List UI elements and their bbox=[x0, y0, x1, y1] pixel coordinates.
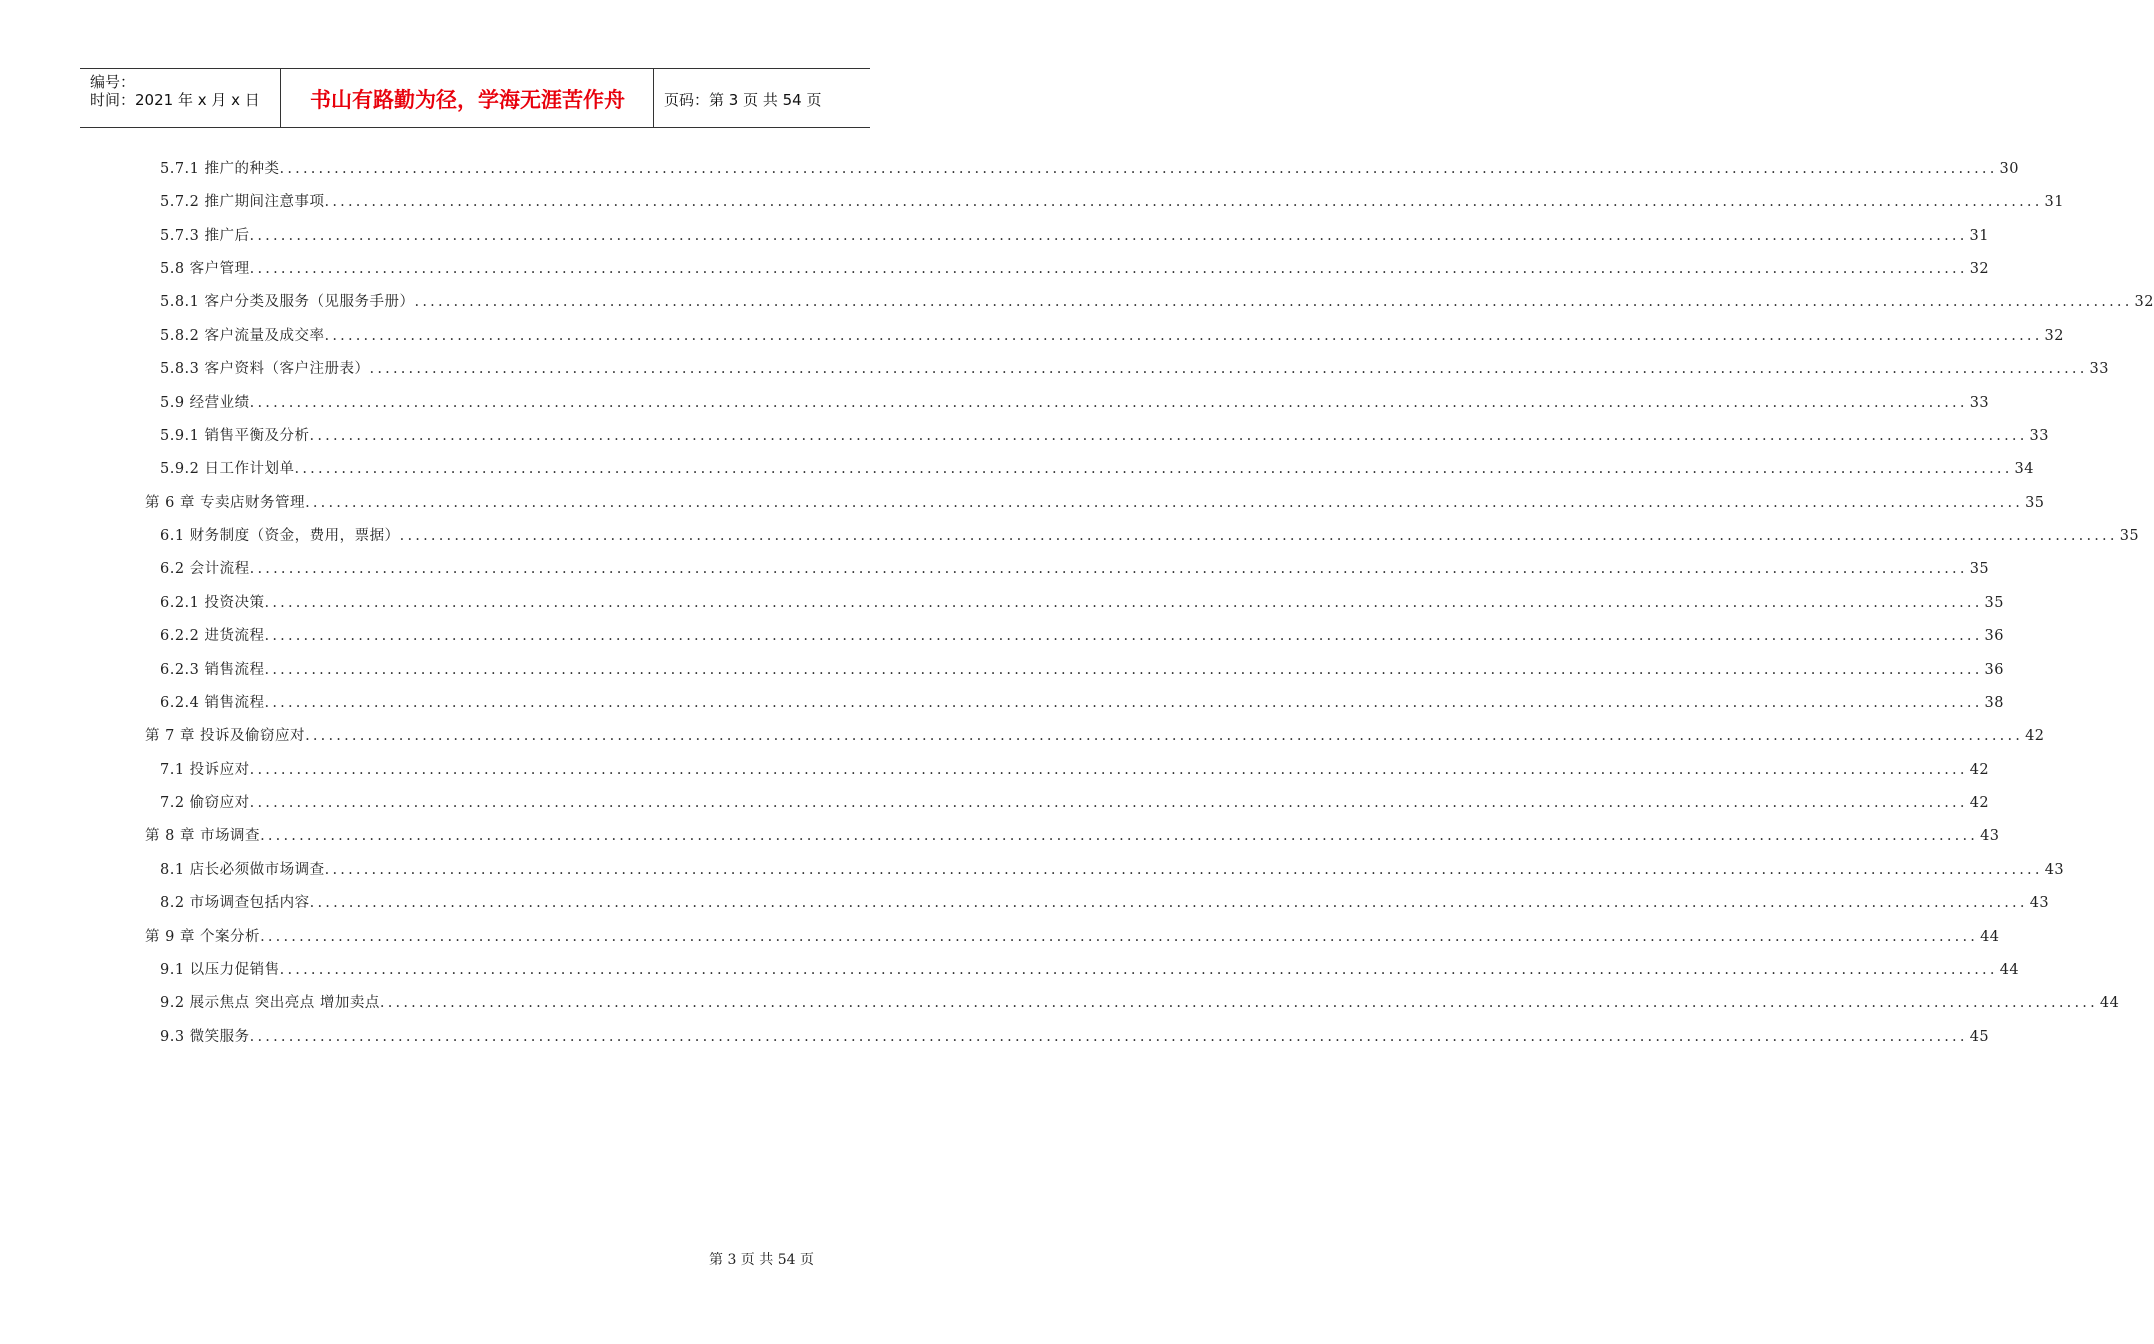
toc-entry bbox=[160, 791, 1990, 813]
toc-entry-title: 6.2.3 销售流程 bbox=[160, 661, 265, 678]
toc-leader-dots: ............................................................................................................................................................................................................................ bbox=[305, 728, 2024, 745]
toc-leader-dots: ............................................................................................................................................................................................................................ bbox=[369, 361, 2088, 378]
toc-leader-dots: ............................................................................................................................................................................................................................ bbox=[249, 261, 1968, 278]
toc-entry-page: 42 bbox=[2025, 728, 2045, 745]
toc-entry-title: 7.2 偷窃应对 bbox=[160, 795, 250, 812]
toc-entry-page: 44 bbox=[2099, 995, 2120, 1012]
toc-entry-page: 31 bbox=[2044, 194, 2064, 211]
toc-entry-page: 33 bbox=[1969, 394, 1990, 411]
toc-entry bbox=[160, 958, 2020, 980]
header-meta-cell bbox=[80, 69, 281, 128]
toc-entry-page: 33 bbox=[2029, 427, 2049, 444]
toc-entry-page: 38 bbox=[1984, 694, 2004, 711]
toc-entry-title: 第 8 章 市场调查 bbox=[145, 828, 261, 845]
toc-leader-dots: ............................................................................................................................................................................................................................ bbox=[249, 227, 1968, 244]
toc-entry bbox=[160, 1025, 1990, 1047]
header-page-cell bbox=[654, 69, 870, 128]
toc-entry bbox=[160, 324, 2064, 346]
toc-leader-dots: ............................................................................................................................................................................................................................ bbox=[264, 594, 1983, 611]
toc-leader-dots: ............................................................................................................................................................................................................................ bbox=[249, 561, 1968, 578]
toc-entry-page: 30 bbox=[1999, 161, 2019, 177]
toc-leader-dots: ............................................................................................................................................................................................................................ bbox=[324, 861, 2043, 878]
toc-entry-page: 34 bbox=[2014, 461, 2034, 478]
toc-entry-page: 36 bbox=[1984, 661, 2004, 678]
toc-entry-title: 8.2 市场调查包括内容 bbox=[160, 895, 310, 912]
toc-entry-page: 44 bbox=[1980, 928, 2000, 945]
toc-entry-page: 35 bbox=[1969, 561, 1990, 578]
toc-entry-title: 5.9.1 销售平衡及分析 bbox=[160, 427, 310, 444]
page-header bbox=[80, 68, 870, 128]
page-footer: 第 3 页 共 54 页 bbox=[709, 1252, 814, 1268]
toc-entry-title: 5.8.1 客户分类及服务（见服务手册） bbox=[160, 294, 415, 311]
toc-entry-title: 5.7.3 推广后 bbox=[160, 227, 250, 244]
toc-leader-dots: ............................................................................................................................................................................................................................ bbox=[249, 795, 1968, 812]
toc-entry bbox=[160, 290, 2154, 312]
toc-entry bbox=[160, 257, 1990, 279]
toc-entry-page: 35 bbox=[1984, 594, 2004, 611]
toc-entry bbox=[145, 824, 2000, 846]
toc-entry bbox=[145, 491, 2045, 513]
toc-entry-page: 44 bbox=[1999, 961, 2020, 978]
toc-entry bbox=[160, 758, 1990, 780]
toc-entry-page: 35 bbox=[2119, 528, 2140, 545]
toc-leader-dots: ............................................................................................................................................................................................................................ bbox=[279, 161, 1998, 177]
toc-leader-dots: ............................................................................................................................................................................................................................ bbox=[309, 895, 2028, 912]
toc-entry-title: 第 7 章 投诉及偷窃应对 bbox=[145, 728, 306, 745]
toc-entry-page: 32 bbox=[1969, 261, 1990, 278]
toc-entry bbox=[160, 891, 2050, 913]
toc-leader-dots: ............................................................................................................................................................................................................................ bbox=[294, 461, 2013, 478]
toc-entry bbox=[160, 524, 2140, 546]
toc-entry-page: 33 bbox=[2089, 361, 2109, 378]
toc-entry bbox=[145, 724, 2045, 746]
toc-entry bbox=[160, 190, 2064, 212]
toc-entry bbox=[160, 858, 2065, 880]
toc-leader-dots: ............................................................................................................................................................................................................................ bbox=[260, 828, 1979, 845]
toc-entry-title: 第 6 章 专卖店财务管理 bbox=[145, 494, 306, 511]
toc-leader-dots: ............................................................................................................................................................................................................................ bbox=[324, 194, 2043, 211]
toc-entry-page: 43 bbox=[2044, 861, 2065, 878]
toc-entry-title: 5.9.2 日工作计划单 bbox=[160, 461, 295, 478]
toc-entry bbox=[160, 624, 2004, 646]
toc-entry bbox=[160, 991, 2120, 1013]
toc-entry bbox=[160, 157, 2019, 179]
toc-entry-title: 6.2.2 进货流程 bbox=[160, 628, 265, 645]
toc-entry-page: 43 bbox=[2029, 895, 2050, 912]
toc-leader-dots: ............................................................................................................................................................................................................................ bbox=[260, 928, 1979, 945]
toc-entry-title: 7.1 投诉应对 bbox=[160, 761, 250, 778]
header-motto: 书山有路勤为径，学海无涯苦作舟 bbox=[310, 88, 625, 112]
toc-entry bbox=[160, 691, 2004, 713]
header-motto-cell bbox=[281, 69, 654, 128]
toc-entry-title: 9.1 以压力促销售 bbox=[160, 961, 280, 978]
toc-entry bbox=[160, 457, 2034, 479]
toc-entry-page: 42 bbox=[1969, 761, 1990, 778]
toc-leader-dots: ............................................................................................................................................................................................................................ bbox=[379, 995, 2098, 1012]
toc-entry bbox=[160, 357, 2109, 379]
toc-entry-page: 35 bbox=[2025, 494, 2045, 511]
toc-leader-dots: ............................................................................................................................................................................................................................ bbox=[414, 294, 2133, 311]
toc-leader-dots: ............................................................................................................................................................................................................................ bbox=[249, 761, 1968, 778]
toc-entry-title: 9.2 展示焦点 突出亮点 增加卖点 bbox=[160, 995, 380, 1012]
toc-entry-page: 45 bbox=[1969, 1028, 1990, 1045]
toc-leader-dots: ............................................................................................................................................................................................................................ bbox=[249, 394, 1968, 411]
toc-entry bbox=[160, 557, 1990, 579]
toc-entry-title: 5.9 经营业绩 bbox=[160, 394, 250, 411]
toc-entry-title: 6.2.4 销售流程 bbox=[160, 694, 265, 711]
toc-entry-page: 43 bbox=[1980, 828, 2000, 845]
toc-entry-title: 5.8.3 客户资料（客户注册表） bbox=[160, 361, 370, 378]
toc-leader-dots: ............................................................................................................................................................................................................................ bbox=[324, 327, 2043, 344]
toc-entry-title: 第 9 章 个案分析 bbox=[145, 928, 261, 945]
toc-entry bbox=[160, 224, 1989, 246]
toc-entry-page: 36 bbox=[1984, 628, 2004, 645]
toc-entry bbox=[160, 391, 1990, 413]
toc-entry-title: 5.7.1 推广的种类 bbox=[160, 161, 280, 177]
toc-leader-dots: ............................................................................................................................................................................................................................ bbox=[264, 661, 1983, 678]
toc-entry-title: 6.2.1 投资决策 bbox=[160, 594, 265, 611]
toc-leader-dots: ............................................................................................................................................................................................................................ bbox=[305, 494, 2024, 511]
toc-leader-dots: ............................................................................................................................................................................................................................ bbox=[279, 961, 1998, 978]
toc-entry bbox=[160, 424, 2049, 446]
document-code-label: 编号： bbox=[90, 73, 136, 91]
toc-entry-title: 5.8.2 客户流量及成交率 bbox=[160, 327, 325, 344]
toc-entry bbox=[145, 925, 2000, 947]
header-page-info: 页码：第 3 页 共 54 页 bbox=[664, 91, 822, 109]
toc-entry-title: 9.3 微笑服务 bbox=[160, 1028, 250, 1045]
toc-entry bbox=[160, 658, 2004, 680]
toc-entry-title: 5.8 客户管理 bbox=[160, 261, 250, 278]
toc-entry-page: 42 bbox=[1969, 795, 1990, 812]
document-date: 时间：2021 年 x 月 x 日 bbox=[90, 91, 260, 109]
toc-leader-dots: ............................................................................................................................................................................................................................ bbox=[264, 694, 1983, 711]
toc-entry-page: 31 bbox=[1969, 227, 1989, 244]
toc-leader-dots: ............................................................................................................................................................................................................................ bbox=[399, 528, 2118, 545]
toc-entry-title: 8.1 店长必须做市场调查 bbox=[160, 861, 325, 878]
toc-entry-title: 6.2 会计流程 bbox=[160, 561, 250, 578]
toc-entry bbox=[160, 591, 2004, 613]
toc-entry-title: 6.1 财务制度（资金，费用，票据） bbox=[160, 528, 400, 545]
toc-leader-dots: ............................................................................................................................................................................................................................ bbox=[249, 1028, 1968, 1045]
toc-entry-page: 32 bbox=[2134, 294, 2154, 311]
toc-entry-title: 5.7.2 推广期间注意事项 bbox=[160, 194, 325, 211]
toc-entry-page: 32 bbox=[2044, 327, 2064, 344]
toc-leader-dots: ............................................................................................................................................................................................................................ bbox=[309, 427, 2028, 444]
toc-leader-dots: ............................................................................................................................................................................................................................ bbox=[264, 628, 1983, 645]
